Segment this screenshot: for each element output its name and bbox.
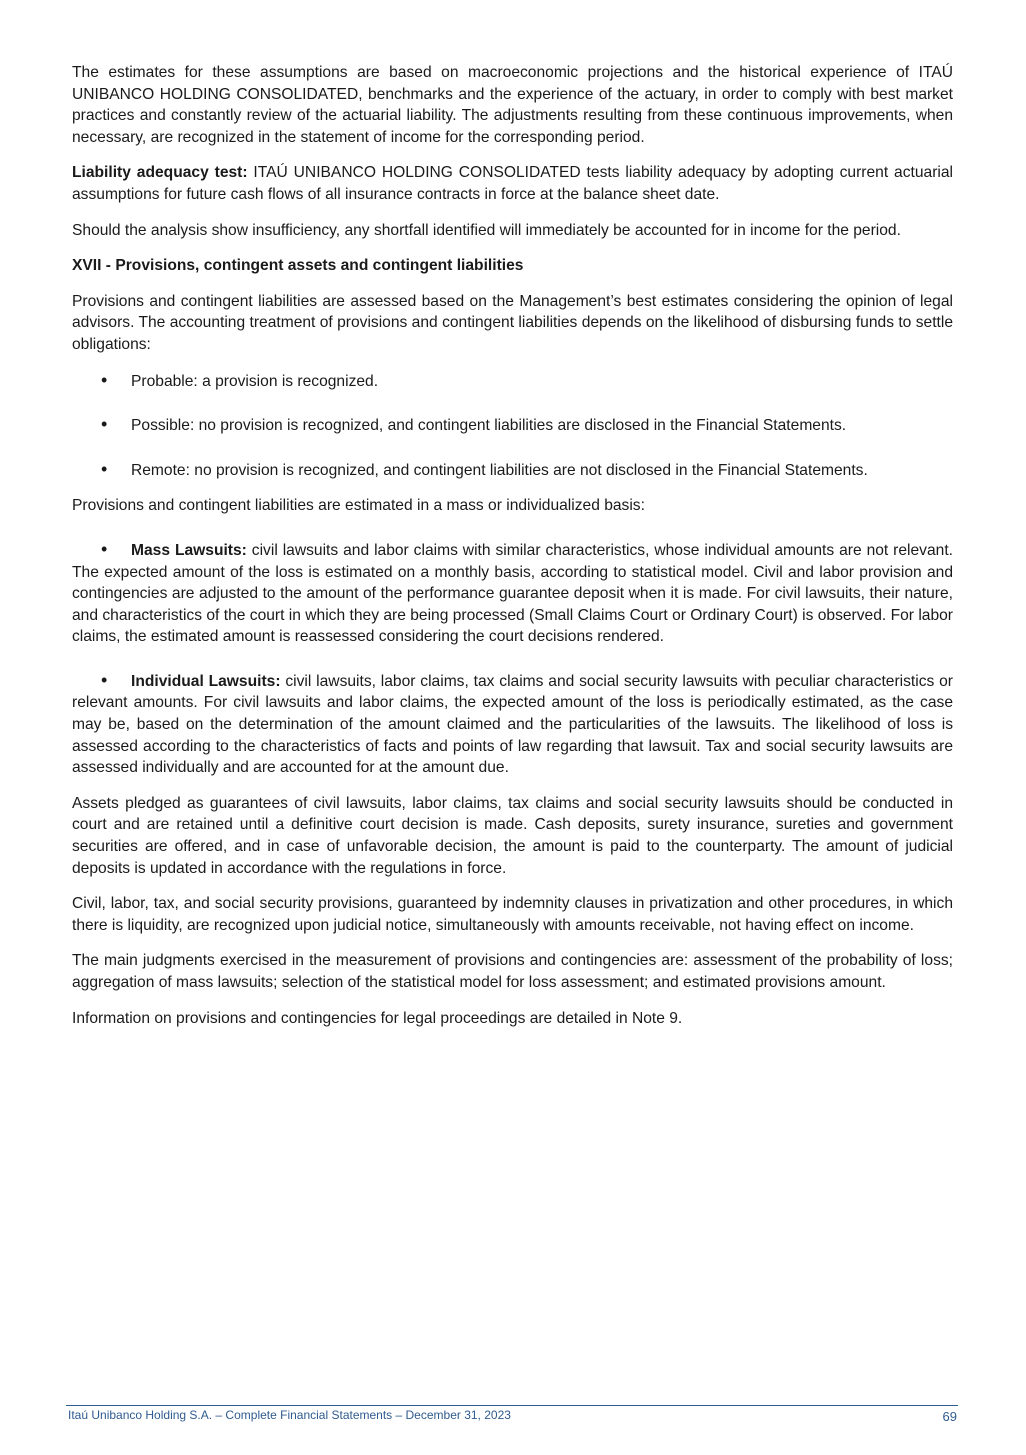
bullet-remote (72, 459, 953, 482)
paragraph-indemnity-provisions: Civil, labor, tax, and social security provisions, guaranteed by indemnity clauses in privatization and other procedures, in which there is liquidity, are recognized upon judicial notice, simultaneously with amounts receivable, not having effect on income. (72, 895, 953, 934)
bullet-icon: • (101, 369, 108, 390)
bullet-probable-text: Probable: a provision is recognized. (131, 372, 379, 390)
bullet-possible (72, 414, 953, 437)
liability-adequacy-lead: Liability adequacy test: (72, 164, 248, 182)
mass-lawsuits-lead: Mass Lawsuits: (131, 541, 247, 559)
bullet-icon: • (101, 669, 108, 690)
paragraph-assumptions: The estimates for these assumptions are based on macroeconomic projections and the historical experience of ITAÚ UNIBANCO HOLDING CONSOLIDATED, benchmarks and the experience of the actuary, in order to comply with best market practices and constantly review of the actuarial liability. The adjustments resulting from these continuous improvements, when necessary, are recognized in the statement of income for the corresponding period. (72, 64, 953, 146)
mass-lawsuits-text: civil lawsuits and labor claims with similar characteristics, whose individual amounts are not relevant. The expected amount of the loss is estimated on a monthly basis, according to statistical model. Civil and labor provision and contingencies are adjusted to the amount of the performance guarantee deposit when it is made. For civil lawsuits, their nature, and characteristics of the court in which they are being processed (Small Claims Court or Ordinary Court) is observed. For labor claims, the estimated amount is reassessed considering the court decisions rendered. (72, 541, 953, 646)
paragraph-provisions-assessment: Provisions and contingent liabilities are assessed based on the Management’s best estimates considering the opinion of legal advisors. The accounting treatment of provisions and contingent liabilities depends on the likelihood of disbursing funds to settle obligations: (72, 292, 953, 353)
paragraph-assets-pledged: Assets pledged as guarantees of civil lawsuits, labor claims, tax claims and social security lawsuits should be conducted in court and are retained until a definitive court decision is made. Cash deposits, surety insurance, sureties and government securities are offered, and in case of unfavorable decision, the amount is paid to the counterparty. The amount of judicial deposits is updated in accordance with the regulations in force. (72, 794, 953, 877)
bullet-icon: • (101, 538, 108, 559)
paragraph-estimation-basis: Provisions and contingent liabilities are estimated in a mass or individualized basis: (72, 497, 645, 515)
bullet-icon: • (101, 458, 108, 479)
paragraph-liability-adequacy (72, 162, 953, 205)
paragraph-insufficiency: Should the analysis show insufficiency, any shortfall identified will immediately be accounted for in income for the period. (72, 221, 901, 239)
individual-lawsuits-text: civil lawsuits, labor claims, tax claims and social security lawsuits with peculiar characteristics or relevant amounts. For civil lawsuits and labor claims, the expected amount of the loss is periodically estimated, as the case may be, based on the determination of the amount claimed and the particularities of the lawsuits. The likelihood of loss is assessed according to the characteristics of facts and points of law regarding that lawsuit. Tax and social security lawsuits are assessed individually and are accounted for at the amount due. (72, 672, 954, 777)
bullet-probable (72, 370, 953, 393)
bullet-possible-text: Possible: no provision is recognized, and contingent liabilities are disclosed in the Financial Statements. (131, 417, 847, 435)
footer-title: Itaú Unibanco Holding S.A. – Complete Financial Statements – December 31, 2023 (68, 1408, 511, 1422)
bullet-icon: • (101, 414, 108, 435)
section-heading: XVII - Provisions, contingent assets and contingent liabilities (72, 257, 524, 275)
bullet-individual-lawsuits (72, 670, 953, 779)
page-content (72, 62, 953, 1043)
bullet-mass-lawsuits (72, 539, 953, 648)
page-number: 69 (942, 1409, 957, 1424)
bullet-remote-text: Remote: no provision is recognized, and contingent liabilities are not disclosed in the Financial Statements. (131, 461, 868, 479)
individual-lawsuits-lead: Individual Lawsuits: (131, 672, 281, 690)
paragraph-main-judgments: The main judgments exercised in the measurement of provisions and contingencies are: assessment of the probability of loss; aggregation of mass lawsuits; selection of the statistical model for loss assessment; and estimated provisions amount. (72, 952, 953, 991)
paragraph-note-reference: Information on provisions and contingencies for legal proceedings are detailed in Note 9. (72, 1009, 683, 1027)
footer-divider (66, 1405, 958, 1406)
liability-adequacy-text: ITAÚ UNIBANCO HOLDING CONSOLIDATED tests liability adequacy by adopting current actuarial assumptions for future cash flows of all insurance contracts in force at the balance sheet date. (72, 164, 953, 203)
